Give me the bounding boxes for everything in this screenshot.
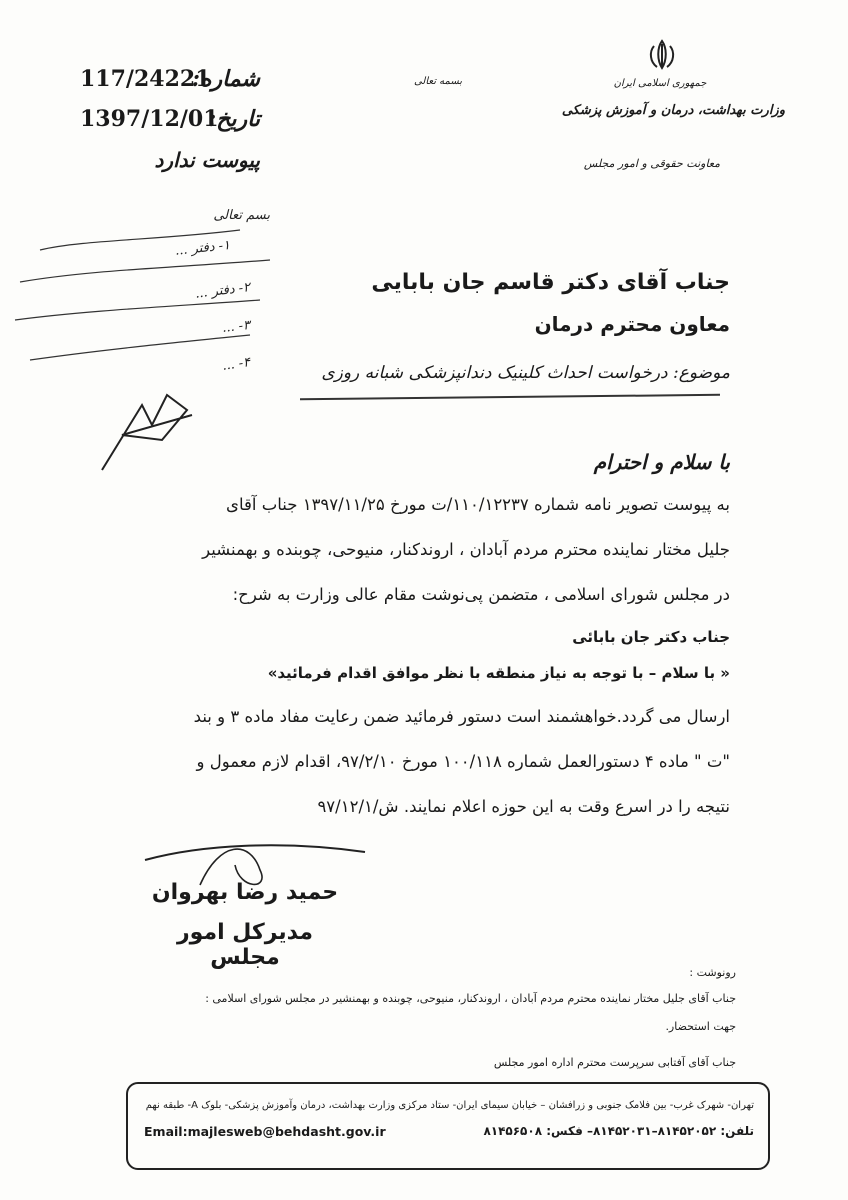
- iran-emblem-icon: [645, 38, 679, 72]
- handwritten-note-0: بسم تعالی: [213, 208, 270, 223]
- cc-label: رونوشت :: [689, 966, 736, 979]
- deputy-name: معاونت حقوقی و امور مجلس: [583, 157, 720, 170]
- body-paragraph-2-line-1: ارسال می گردد.خواهشمند است دستور فرمائید ضمن رعایت مفاد ماده ۳ و بند: [193, 707, 730, 726]
- body-paragraph-1-line-1: به پیوست تصویر نامه شماره ۱۱۰/۱۲۲۳۷/ت مورخ ۱۳۹۷/۱۱/۲۵ جناب آقای: [226, 495, 730, 514]
- subject-label: موضوع:: [673, 363, 730, 383]
- bismillah: بسمه تعالی: [413, 76, 463, 87]
- footer-phone: تلفن: ۸۱۴۵۲۰۵۲–۸۱۴۵۲۰۳۱– فکس: ۸۱۴۵۶۵۰۸: [483, 1124, 754, 1138]
- footer-email: Email:majlesweb@behdasht.gov.ir: [144, 1124, 386, 1139]
- cc-line-1: جناب آقای جلیل مختار نماینده محترم مردم آبادان ، اروندکنار، منیوحی، چوبنده و بهمنشیر در مجلس شورای اسلامی :: [205, 992, 736, 1005]
- footer-address: تهران- شهرک غرب- بین فلامک جنوبی و زرافشان – خیابان سیمای ایران- ستاد مرکزی وزارت بهداشت، درمان وآموزش پزشکی- بلوک A- طبقه نهم: [145, 1100, 754, 1111]
- greeting: با سلام و احترام: [593, 450, 730, 474]
- handwritten-note-2: ۲- دفتر ...: [194, 280, 251, 302]
- subject-line: [321, 363, 730, 383]
- handwritten-note-1: ۱- دفتر ...: [174, 238, 231, 259]
- date-label: تاریخ:: [208, 106, 260, 132]
- body-paragraph-1-line-3: در مجلس شورای اسلامی ، متضمن پی‌نوشت مقام عالی وزارت به شرح:: [232, 585, 730, 604]
- quote-addressee: جناب دکتر جان بابائی: [572, 628, 730, 646]
- letter-date: [80, 106, 260, 132]
- addressee-title: معاون محترم درمان: [534, 312, 730, 336]
- footer-contact: [140, 1124, 754, 1138]
- body-paragraph-2-line-3: نتیجه را در اسرع وقت به این حوزه اعلام نمایند. ش/۹۷/۱۲/۱: [317, 797, 730, 816]
- government-name: جمهوری اسلامی ایران: [613, 78, 707, 89]
- quote-text: « با سلام – با توجه به نیاز منطقه با نظر موافق اقدام فرمائید»: [267, 664, 730, 682]
- handwritten-note-3: ۳- ...: [221, 318, 251, 336]
- letter-number: [80, 66, 260, 92]
- signer-name: حمید رضا بهروان: [151, 880, 339, 905]
- subject-underline: [300, 394, 720, 400]
- date-value: 1397/12/01: [80, 106, 219, 132]
- body-paragraph-2-line-2: "ت " ماده ۴ دستورالعمل شماره ۱۰۰/۱۱۸ مورخ ۹۷/۲/۱۰، اقدام لازم معمول و: [196, 752, 730, 771]
- attachment-note: پیوست ندارد: [154, 148, 260, 172]
- signer-title: مدیرکل امور مجلس: [177, 920, 313, 970]
- cc-line-3: جناب آقای آفتابی سرپرست محترم اداره امور مجلس: [493, 1056, 736, 1069]
- body-paragraph-1-line-2: جلیل مختار نماینده محترم مردم آبادان ، اروندکنار، منیوحی، چوبنده و بهمنشیر: [202, 540, 730, 559]
- addressee-name: جناب آقای دکتر قاسم جان بابایی: [371, 270, 730, 295]
- handwritten-note-4: ۴- ...: [221, 355, 252, 374]
- cc-line-2: جهت استحضار.: [665, 1020, 736, 1033]
- handwritten-scribbles: [0, 210, 290, 390]
- subject-text: درخواست احداث کلینیک دندانپزشکی شبانه روزی: [321, 363, 668, 383]
- number-label: شماره:: [191, 66, 260, 92]
- initials-signature-icon: [92, 385, 202, 475]
- ministry-name: وزارت بهداشت، درمان و آموزش پزشکی: [561, 103, 785, 118]
- number-value: 117/24221: [80, 66, 211, 92]
